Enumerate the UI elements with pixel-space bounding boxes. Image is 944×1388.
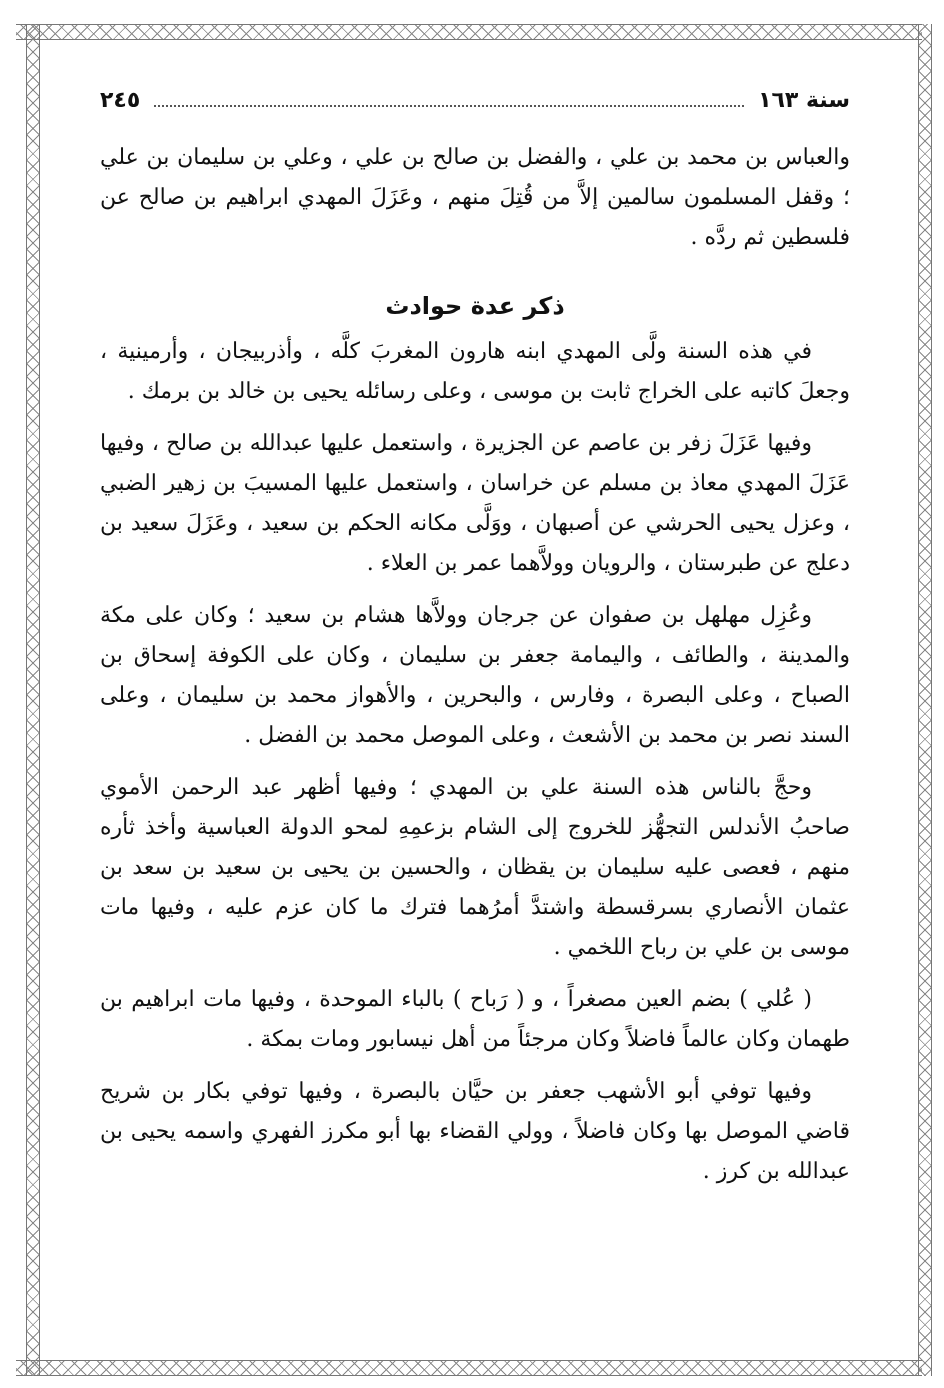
intro-paragraph: والعباس بن محمد بن علي ، والفضل بن صالح بن علي ، وعلي بن سليمان بن علي ؛ وقفل المسلمون سالمين إلاَّ من قُتِلَ منهم ، وعَزَلَ المهدي ابراهيم بن صالح عن فلسطين ثم ردَّه . — [100, 145, 850, 250]
paragraph: ( عُلي ) بضم العين مصغراً ، و ( رَباح ) بالباء الموحدة ، وفيها مات ابراهيم بن طهمان وكان عالماً فاضلاً وكان مرجئاً من أهل نيسابور ومات بمكة . — [100, 987, 850, 1052]
paragraph: وفيها عَزَلَ زفر بن عاصم عن الجزيرة ، واستعمل عليها عبدالله بن صالح ، وفيها عَزَلَ المهدي معاذ بن مسلم عن خراسان ، واستعمل عليها المسيبَ بن زهير الضبي ، وعزل يحيى الحرشي عن أصبهان ، ووَلَّى مكانه الحكم بن سعيد ، وعَزَلَ سعيد بن دعلج عن طبرستان ، والرويان وولاَّهما عمر بن العلاء . — [100, 431, 850, 576]
ornamental-border-top — [16, 24, 922, 40]
year-label: سنة ١٦٣ — [758, 88, 850, 113]
paragraph: وفيها توفي أبو الأشهب جعفر بن حيَّان بالبصرة ، وفيها توفي بكار بن شريح قاضي الموصل بها وكان فاضلاً ، وولي القضاء بها أبو مكرز الفهري واسمه يحيى بن عبدالله بن كرز . — [100, 1079, 850, 1184]
page-content — [100, 88, 850, 1204]
running-header — [100, 88, 850, 122]
ornamental-border-left — [26, 24, 40, 1376]
ornamental-border-right — [918, 24, 932, 1376]
page-number: ٢٤٥ — [100, 88, 141, 113]
paragraph: وحجَّ بالناس هذه السنة علي بن المهدي ؛ وفيها أظهر عبد الرحمن الأموي صاحبُ الأندلس التجهُّز للخروج إلى الشام بزعمِهِ لمحو الدولة العباسية وأخذ ثأره منهم ، فعصى عليه سليمان بن يقظان ، والحسين بن يحيى بن سعيد بن سعد بن عثمان الأنصاري بسرقسطة واشتدَّ أمرُهما فترك ما كان عزم عليه ، وفيها مات موسى بن علي بن رباح اللخمي . — [100, 775, 850, 960]
paragraph: في هذه السنة ولَّى المهدي ابنه هارون المغربَ كلَّه ، وأذربيجان ، وأرمينية ، وجعلَ كاتبه على الخراج ثابت بن موسى ، وعلى رسائله يحيى بن خالد بن برمك . — [100, 339, 850, 404]
section-title: ذكر عدة حوادث — [385, 292, 565, 320]
header-dotted-leader — [154, 105, 744, 107]
paragraph: وعُزِل مهلهل بن صفوان عن جرجان وولاَّها هشام بن سعيد ؛ وكان على مكة والمدينة ، والطائف ، واليمامة جعفر بن سليمان ، وكان على الكوفة إسحاق بن الصباح ، وعلى البصرة ، وفارس ، والبحرين ، والأهواز محمد بن سليمان ، وعلى السند نصر بن محمد بن الأشعث ، وعلى الموصل محمد بن الفضل . — [100, 603, 850, 748]
ornamental-border-bottom — [16, 1360, 922, 1376]
